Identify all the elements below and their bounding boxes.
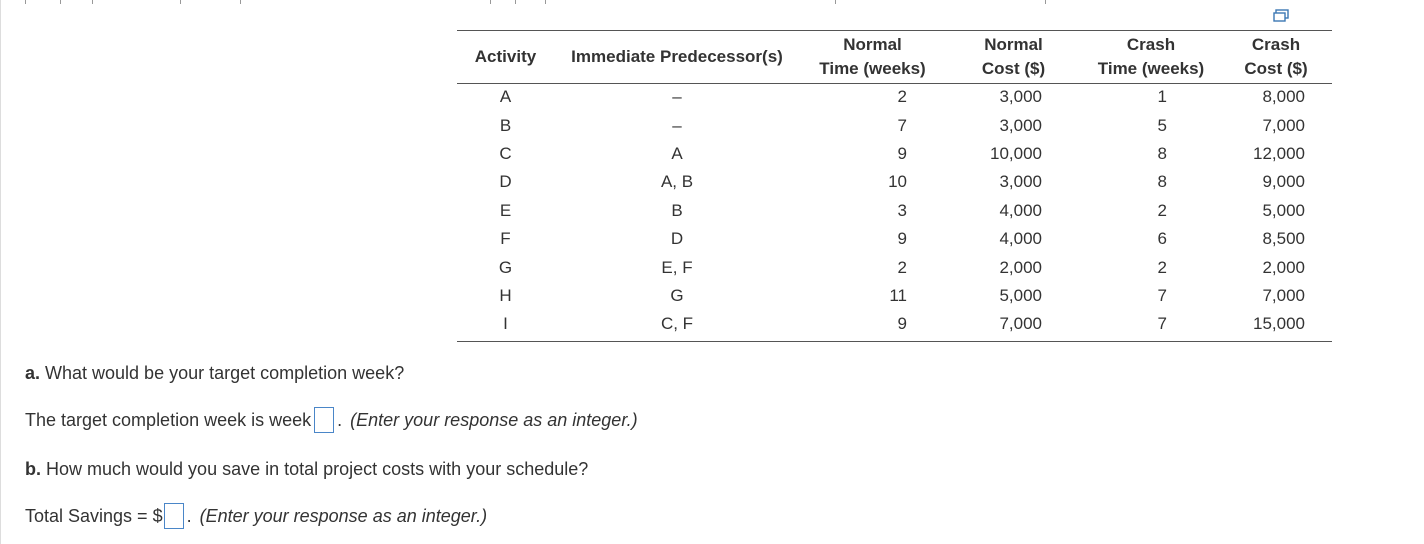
cell-predecessors: E, F [661, 257, 693, 277]
header-crash-time-line2: Time (weeks) [1097, 58, 1205, 78]
cell-normal-time: 3 [897, 200, 907, 220]
cell-crash-cost: 2,000 [1262, 257, 1305, 277]
header-normal-cost [945, 31, 1082, 83]
cell-crash-time: 2 [1157, 200, 1167, 220]
cell-activity: H [499, 285, 512, 305]
header-activity: Activity [474, 46, 537, 66]
cell-normal-cost: 5,000 [999, 285, 1042, 305]
question-b [25, 459, 588, 480]
total-savings-input[interactable] [164, 503, 184, 529]
cell-normal-time: 9 [897, 143, 907, 163]
answer-a-hint: (Enter your response as an integer.) [350, 409, 638, 430]
table-row [457, 83, 1332, 111]
table-row [457, 140, 1332, 168]
activity-table [457, 31, 1332, 339]
table-row [457, 168, 1332, 196]
question-b-label: b. [25, 459, 41, 479]
cell-normal-cost: 3,000 [999, 172, 1042, 192]
table-body [457, 83, 1332, 339]
cell-normal-time: 10 [888, 172, 907, 192]
cell-crash-time: 6 [1157, 229, 1167, 249]
cell-crash-time: 2 [1157, 257, 1167, 277]
cell-normal-time: 7 [897, 115, 907, 135]
cell-normal-cost: 3,000 [999, 87, 1042, 107]
cell-normal-time: 2 [897, 87, 907, 107]
question-a-text: What would be your target completion week? [40, 363, 405, 383]
cell-normal-cost: 4,000 [999, 200, 1042, 220]
table-row [457, 225, 1332, 253]
cell-predecessors: – [672, 87, 682, 107]
cell-predecessors: C, F [660, 314, 694, 334]
answer-a-suffix: . [337, 409, 343, 430]
cell-normal-time: 9 [897, 229, 907, 249]
cell-activity: E [499, 200, 512, 220]
header-crash-cost [1220, 31, 1332, 83]
cell-normal-time: 11 [889, 285, 907, 305]
question-b-text: How much would you save in total project costs with your schedule? [41, 459, 589, 479]
cell-predecessors: A [671, 143, 683, 163]
cell-activity: D [499, 172, 512, 192]
table-row [457, 310, 1332, 338]
question-a-label: a. [25, 363, 41, 383]
cell-normal-cost: 10,000 [990, 143, 1042, 163]
header-crash-time-line1: Crash [1126, 34, 1176, 54]
cell-crash-time: 8 [1157, 172, 1167, 192]
table-row [457, 253, 1332, 281]
copy-table-icon[interactable] [1273, 9, 1289, 23]
cell-crash-cost: 15,000 [1253, 314, 1305, 334]
cell-normal-cost: 2,000 [999, 257, 1042, 277]
cell-normal-cost: 3,000 [999, 115, 1042, 135]
answer-a-prefix: The target completion week is week [25, 409, 312, 430]
header-normal-cost-line1: Normal [984, 34, 1043, 54]
cell-activity: G [498, 257, 513, 277]
table-row [457, 197, 1332, 225]
table-row [457, 111, 1332, 139]
cell-activity: F [500, 229, 511, 249]
cell-crash-cost: 12,000 [1253, 143, 1305, 163]
cell-crash-time: 1 [1157, 87, 1167, 107]
header-normal-time [800, 31, 945, 83]
cell-predecessors: A, B [660, 172, 694, 192]
header-crash-cost-line2: Cost ($) [1244, 58, 1308, 78]
cell-crash-cost: 7,000 [1262, 285, 1305, 305]
cell-crash-cost: 8,000 [1262, 87, 1305, 107]
header-crash-time [1082, 31, 1220, 83]
cell-normal-time: 2 [897, 257, 907, 277]
cell-crash-time: 8 [1157, 143, 1167, 163]
cell-crash-time: 7 [1157, 314, 1167, 334]
cell-crash-cost: 9,000 [1262, 172, 1305, 192]
header-crash-cost-line1: Crash [1251, 34, 1301, 54]
cell-predecessors: B [671, 200, 683, 220]
target-week-input[interactable] [314, 407, 334, 433]
left-border [0, 0, 1, 544]
answer-b-prefix: Total Savings = $ [25, 505, 163, 526]
cell-activity: C [499, 143, 512, 163]
cell-normal-cost: 7,000 [999, 314, 1042, 334]
header-normal-time-line1: Normal [843, 34, 902, 54]
question-a [25, 363, 404, 384]
cell-predecessors: D [670, 229, 684, 249]
answer-a-line [25, 407, 638, 433]
cell-predecessors: G [670, 285, 684, 305]
table-row [457, 282, 1332, 310]
table-header-row [457, 31, 1332, 83]
cell-normal-cost: 4,000 [999, 229, 1042, 249]
cell-predecessors: – [672, 115, 682, 135]
cell-crash-cost: 7,000 [1262, 115, 1305, 135]
answer-b-hint: (Enter your response as an integer.) [199, 505, 488, 526]
header-predecessors: Immediate Predecessor(s) [571, 46, 783, 66]
cell-activity: B [499, 115, 512, 135]
answer-b-suffix: . [186, 505, 192, 526]
cell-activity: A [499, 87, 512, 107]
header-normal-cost-line2: Cost ($) [981, 58, 1046, 78]
cell-crash-cost: 5,000 [1262, 200, 1305, 220]
header-normal-time-line2: Time (weeks) [819, 58, 926, 78]
cell-normal-time: 9 [897, 314, 907, 334]
cell-crash-cost: 8,500 [1262, 229, 1305, 249]
table-bottom-border [457, 341, 1332, 342]
answer-b-line [25, 503, 487, 529]
cell-crash-time: 7 [1157, 285, 1167, 305]
cell-crash-time: 5 [1157, 115, 1167, 135]
cell-activity: I [503, 314, 508, 334]
cropped-top-row [0, 0, 1090, 6]
